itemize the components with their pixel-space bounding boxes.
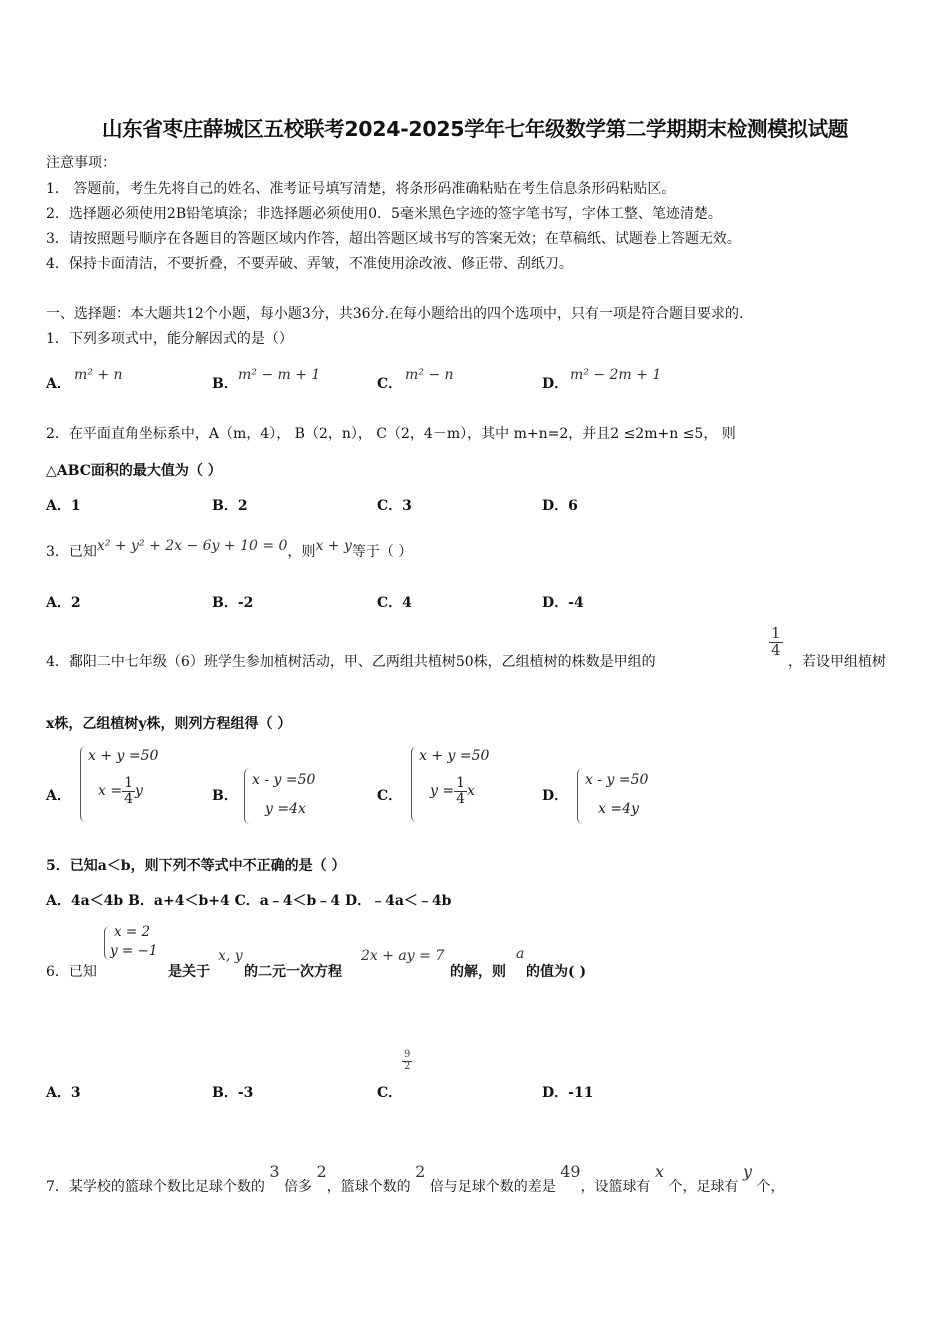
section-heading: 一、选择题：本大题共12个小题，每小题3分，共36分.在每小题给出的四个选项中，只有一项是符合题目要求的. — [46, 306, 744, 322]
q4-option-c-brace — [411, 746, 418, 822]
q4-option-a-line1: x + y =50 — [88, 748, 159, 764]
q3-expression: x + y — [315, 538, 352, 554]
q7-var-y: y — [742, 1162, 752, 1181]
question-3-stem — [46, 538, 413, 561]
question-2-stem: 2．在平面直角坐标系中，A（m，4）， B（2，n）， C（2，4－m），其中 m+n=2，并且2 ≤2m+n ≤5， 则 — [46, 426, 736, 442]
q4-option-b-line2: y =4x — [265, 801, 306, 817]
notice-item: 3．请按照题号顺序在各题目的答题区域内作答，超出答题区域书写的答案无效；在草稿纸、试题卷上答题无效。 — [46, 231, 741, 247]
q4-option-d-label: D． — [542, 788, 569, 804]
q3-option-c: C．4 — [377, 595, 412, 611]
q1-option-b-label: B． — [212, 376, 238, 392]
question-6-post: 的解，则 — [450, 964, 506, 980]
page-title: 山东省枣庄薛城区五校联考2024-2025学年七年级数学第二学期期末检测模拟试题 — [101, 117, 849, 141]
q4-option-a-brace — [80, 746, 87, 822]
notice-heading: 注意事项： — [46, 155, 116, 171]
notice-item: 2．选择题必须使用2B铅笔填涂；非选择题必须使用0．5毫米黑色字迹的签字笔书写，字体工整、笔迹清楚。 — [46, 206, 722, 222]
q4-option-a-label: A． — [46, 788, 71, 804]
q6-option-a: A．3 — [46, 1085, 81, 1101]
q4-fraction — [769, 626, 783, 659]
q7-num-3: 3 — [269, 1162, 280, 1181]
q6-option-b: B．-3 — [212, 1085, 254, 1101]
question-4-stem: 4．鄱阳二中七年级（6）班学生参加植树活动，甲、乙两组共植树50株，乙组植树的株数是甲组的 — [46, 654, 656, 670]
question-1-stem: 1．下列多项式中，能分解因式的是（） — [46, 331, 293, 347]
q7-num-2b: 2 — [415, 1162, 426, 1181]
q1-option-a-math: m² + n — [74, 367, 123, 383]
question-6-pre: 6．已知 — [46, 964, 97, 980]
q6-system-line2: y = −1 — [110, 943, 158, 959]
question-5-stem: 5．已知a＜b，则下列不等式中不正确的是（ ） — [46, 858, 346, 874]
q4-option-c-line1: x + y =50 — [419, 748, 490, 764]
q5-options: A．4a＜4b B．a+4＜b+4 C．a﹣4＜b﹣4 D．﹣4a＜﹣4b — [46, 893, 452, 909]
q1-option-d-math: m² − 2m + 1 — [570, 367, 662, 383]
q1-option-b-math: m² − m + 1 — [238, 367, 321, 383]
q6-equation: 2x + ay = 7 — [361, 948, 445, 964]
q4-frac-den: 4 — [771, 640, 781, 659]
q1-option-c-math: m² − n — [405, 367, 454, 383]
q4-option-d-brace — [577, 768, 584, 824]
q6-vars: x, y — [218, 948, 243, 964]
q4-option-a-line2: x = $\frac{1}{4}$ y — [98, 775, 143, 807]
q4-option-d-line1: x - y =50 — [585, 772, 649, 788]
question-2-stem-line2: △ABC面积的最大值为（ ） — [46, 463, 222, 479]
q2-option-a: A．1 — [46, 498, 81, 514]
q4-option-b-line1: x - y =50 — [252, 772, 316, 788]
q6-option-d: D．-11 — [542, 1085, 594, 1101]
q4-option-d-line2: x =4y — [598, 801, 639, 817]
q7-num-2: 2 — [316, 1162, 327, 1181]
q4-option-b-brace — [244, 768, 251, 824]
q6-option-c: C． — [377, 1085, 403, 1101]
notice-item: 1． 答题前，考生先将自己的姓名、准考证号填写清楚，将条形码准确粘贴在考生信息条形码粘贴区。 — [46, 181, 676, 197]
q4-frac-num: 1 — [771, 624, 781, 642]
q1-option-d-label: D． — [542, 376, 569, 392]
q4-option-c-label: C． — [377, 788, 403, 804]
question-7-stem: 7．某学校的篮球个数比足球个数的 3 倍多 2，篮球个数的 2 倍与足球个数的差是 49，设篮球有 x 个，足球有 y 个， — [46, 1162, 785, 1195]
q4-option-b-label: B． — [212, 788, 238, 804]
q6-system-line1: x = 2 — [114, 924, 151, 940]
q3-option-a: A．2 — [46, 595, 81, 611]
q3-option-d: D．-4 — [542, 595, 584, 611]
q4-option-c-line2: y = $\frac{1}{4}$ x — [430, 775, 475, 807]
question-4-stem-line2: x株，乙组植树y株，则列方程组得（ ） — [46, 716, 292, 732]
q3-post: 等于（ ） — [351, 544, 413, 560]
q2-option-c: C．3 — [377, 498, 412, 514]
q7-num-49: 49 — [560, 1162, 581, 1181]
question-4-stem-tail: ，若设甲组植树 — [788, 654, 886, 670]
q1-option-c-label: C． — [377, 376, 403, 392]
q7-var-x: x — [655, 1162, 665, 1181]
q6-option-c-fraction: $\frac{9}{2}$ — [404, 1049, 411, 1072]
question-6-tail: 的值为( ) — [526, 964, 587, 980]
q3-mid: ，则 — [287, 544, 316, 560]
q6-var-a: a — [516, 946, 525, 962]
q3-pre: 3．已知 — [46, 544, 97, 560]
notice-item: 4．保持卡面清洁，不要折叠，不要弄破、弄皱，不准使用涂改液、修正带、刮纸刀。 — [46, 256, 573, 272]
question-6-is-about: 是关于 — [168, 964, 210, 980]
q3-option-b: B．-2 — [212, 595, 254, 611]
q3-equation: x² + y² + 2x − 6y + 10 = 0 — [96, 538, 288, 554]
q2-option-d: D．6 — [542, 498, 578, 514]
q2-option-b: B．2 — [212, 498, 248, 514]
question-6-mid: 的二元一次方程 — [244, 964, 342, 980]
q1-option-a-label: A． — [46, 376, 71, 392]
